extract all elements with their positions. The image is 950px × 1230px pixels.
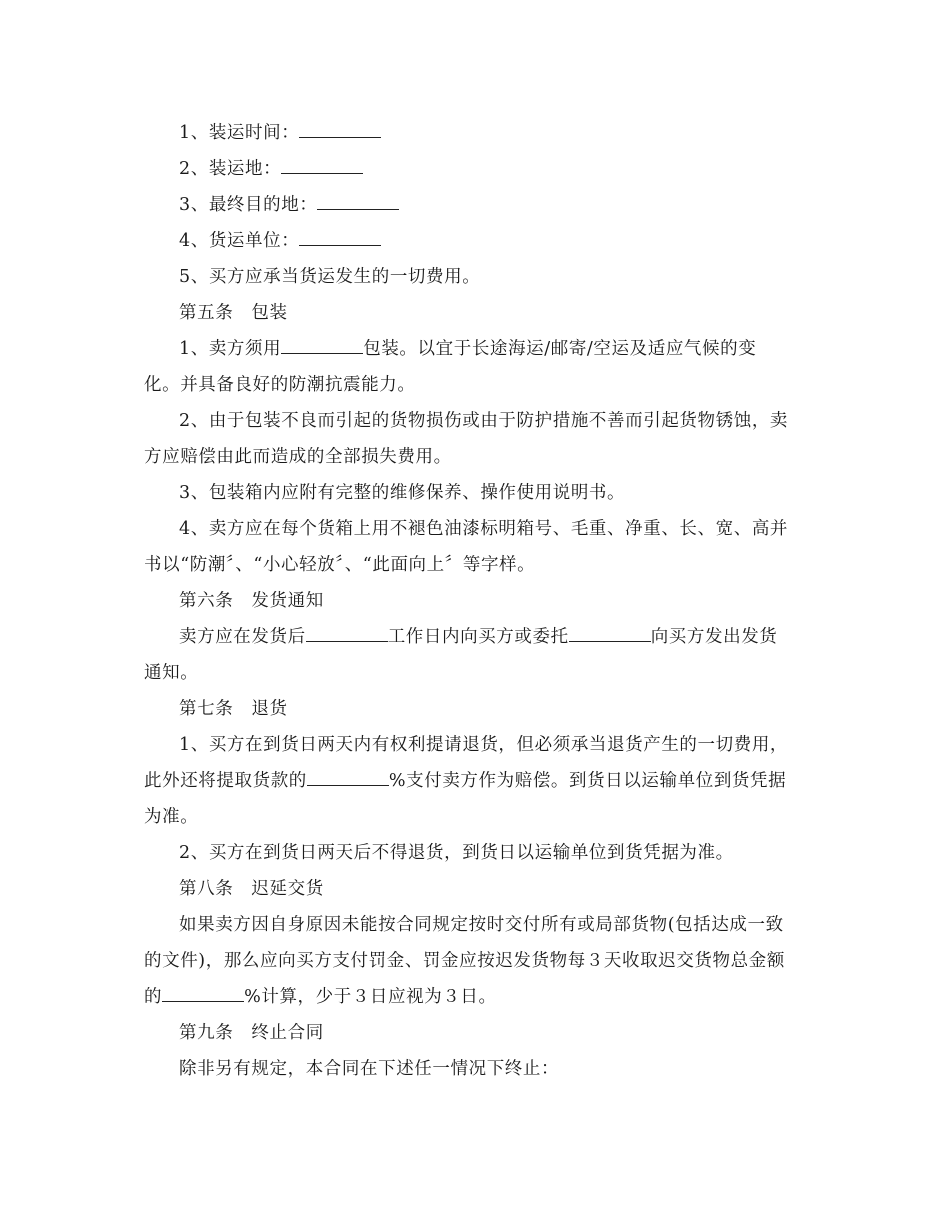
article-7-p1-line3: 为准。: [144, 807, 199, 827]
carrier-line: [144, 223, 809, 259]
penalty-percent-blank: [162, 987, 244, 1002]
carrier-blank: [299, 231, 381, 246]
article-9-p1: 除非另有规定，本合同在下述任一情况下终止：: [179, 1059, 560, 1079]
destination-line: [144, 187, 809, 223]
article-7-p1-line1: 1、买方在到货日两天内有权利提请退货，但必须承当退货产生的一切费用，: [179, 735, 789, 755]
article-5-heading: 第五条 包装: [179, 303, 288, 323]
article-5-p1-line2: 化。并具备良好的防潮抗震能力。: [144, 375, 416, 395]
carrier-label: 4、货运单位：: [179, 231, 300, 251]
article-8-heading: 第八条 迟延交货: [179, 879, 324, 899]
article-6-heading: 第六条 发货通知: [179, 591, 324, 611]
article-8-text-d: %计算，少于３日应视为３日。: [244, 987, 497, 1007]
article-7-p1-line2: [144, 763, 809, 799]
article-7-p2: 2、买方在到货日两天后不得退货，到货日以运输单位到货凭据为准。: [179, 843, 734, 863]
article-6-text-c: 向买方发出发货: [650, 627, 778, 647]
article-7-text-c: %支付卖方作为赔偿。到货日以运输单位到货凭据: [388, 771, 787, 791]
article-5-p4-line1: 4、卖方应在每个货箱上用不褪色油漆标明箱号、毛重、净重、长、宽、高并: [179, 519, 789, 539]
article-6-text-a: 卖方应在发货后: [179, 627, 306, 647]
article-5-p2-line2: 方应赔偿由此而造成的全部损失费用。: [144, 447, 452, 467]
article-7-text-b: 此外还将提取货款的: [144, 771, 307, 791]
article-5-p2-line1: 2、由于包装不良而引起的货物损伤或由于防护措施不善而引起货物锈蚀，卖: [179, 411, 789, 431]
article-5-p1-text-a: 1、卖方须用: [179, 339, 282, 359]
article-6-p1-line2: 通知。: [144, 663, 199, 683]
article-8-text-c: 的: [144, 987, 163, 1007]
article-5-p4-line2: 书以“防潮〞、“小心轻放〞、“此面向上〞等字样。: [144, 555, 536, 575]
shipping-time-line: [144, 115, 809, 151]
document-body: [144, 115, 809, 1087]
article-5-p3: 3、包装箱内应附有完整的维修保养、操作使用说明书。: [179, 483, 626, 503]
agent-blank: [569, 627, 651, 642]
notice-days-blank: [306, 627, 388, 642]
shipping-costs-line: 5、买方应承当货运发生的一切费用。: [179, 267, 481, 287]
destination-label: 3、最终目的地：: [179, 195, 318, 215]
shipping-time-blank: [299, 123, 381, 138]
shipping-time-label: 1、装运时间：: [179, 123, 300, 143]
article-5-p1-line1: [144, 331, 809, 367]
destination-blank: [317, 195, 399, 210]
article-7-heading: 第七条 退货: [179, 699, 288, 719]
article-6-p1-line1: [144, 619, 809, 655]
packaging-blank: [281, 339, 363, 354]
compensation-percent-blank: [307, 771, 389, 786]
shipping-place-label: 2、装运地：: [179, 159, 282, 179]
article-9-heading: 第九条 终止合同: [179, 1023, 324, 1043]
article-8-p1-line2: 的文件)，那么应向买方支付罚金、罚金应按迟发货物每３天收取迟交货物总金额: [144, 951, 785, 971]
article-8-p1-line1: 如果卖方因自身原因未能按合同规定按时交付所有或局部货物(包括达成一致: [179, 915, 784, 935]
article-5-p1-text-b: 包装。以宜于长途海运/邮寄/空运及适应气候的变: [363, 339, 757, 359]
shipping-place-line: [144, 151, 809, 187]
article-8-p1-line3: [144, 979, 809, 1015]
shipping-place-blank: [281, 159, 363, 174]
article-6-text-b: 工作日内向买方或委托: [387, 627, 569, 647]
